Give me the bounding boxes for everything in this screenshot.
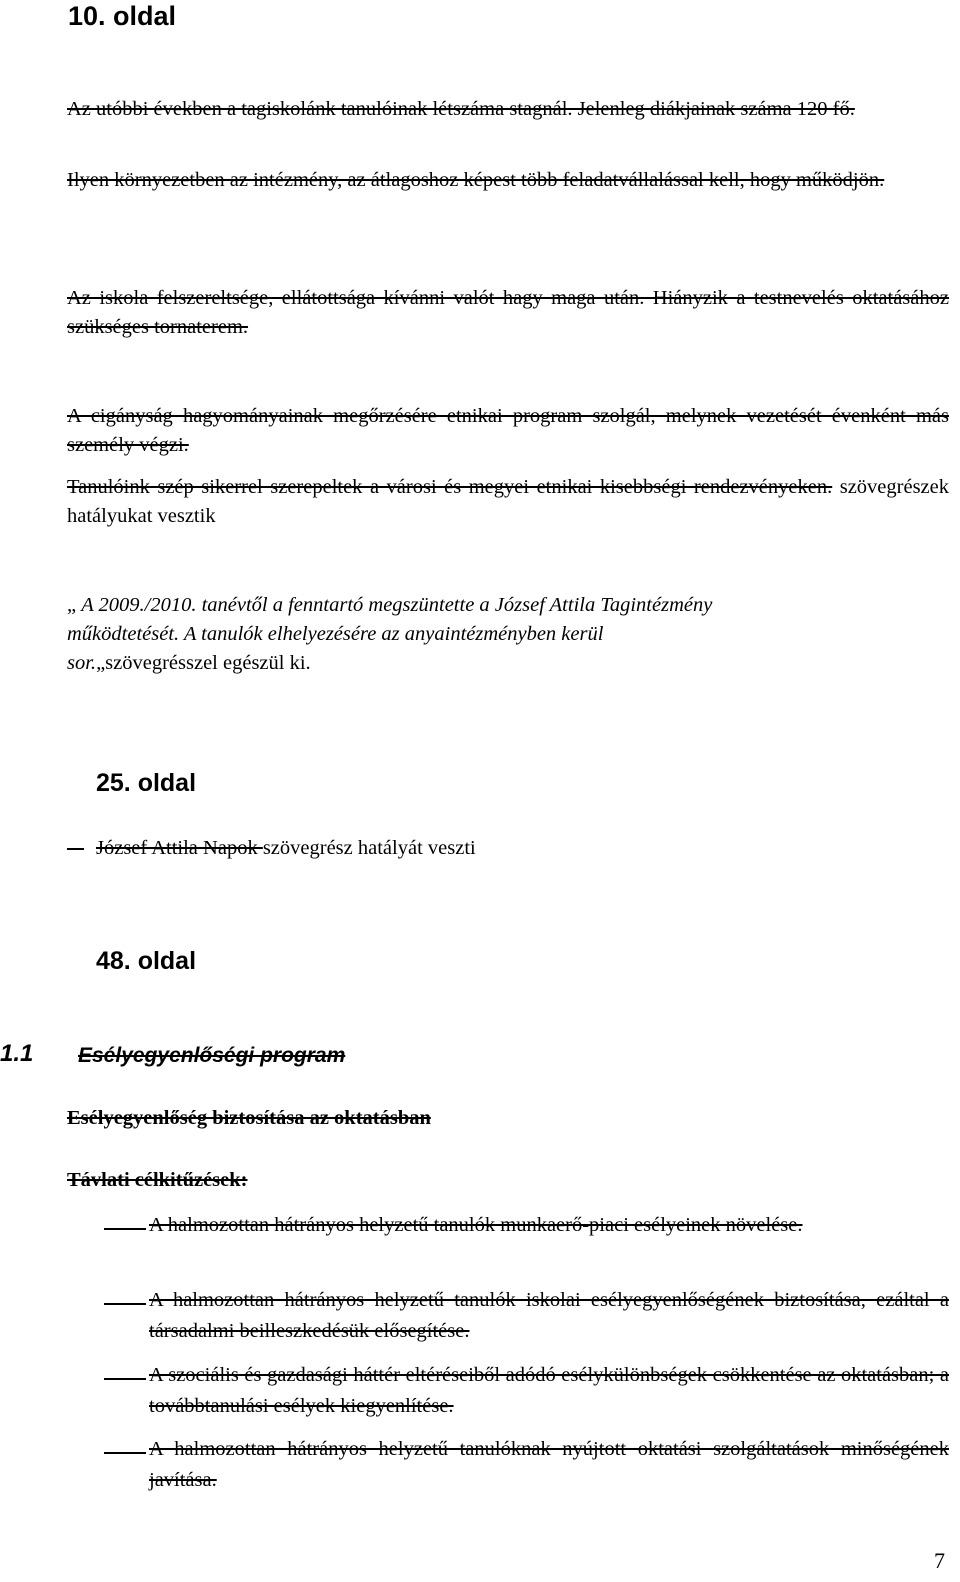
quoted-amendment: [67, 591, 949, 678]
paragraph-enrollment: Az utóbbi években a tagiskolánk tanulóinak létszáma stagnál. Jelenleg diákjainak száma 120 fő.: [67, 98, 855, 120]
heading-page-10: 10. oldal: [68, 1, 177, 31]
struck-text: József Attila Napok: [96, 837, 263, 859]
quote-line-1: [67, 591, 949, 620]
quote-open-mark: „: [67, 594, 77, 616]
paragraph-environment: Ilyen környezetben az intézmény, az átlagoshoz képest több feladatvállalással kell, hogy működjön.: [67, 169, 885, 191]
quote-line-3: [67, 649, 949, 678]
dash-icon: [104, 1452, 146, 1454]
goal-item-1: A halmozottan hátrányos helyzetű tanulók munkaerő-piaci esélyeinek növelése.: [149, 1214, 803, 1236]
quote-text-3: sor.: [67, 652, 97, 674]
section-number: 1.1: [0, 1040, 34, 1067]
dash-icon: [67, 848, 84, 850]
heading-page-48: 48. oldal: [96, 947, 197, 975]
goal-item-4: A halmozottan hátrányos helyzetű tanulóknak nyújtott oktatási szolgáltatások minőségének javítása.: [149, 1438, 949, 1491]
page-number: 7: [934, 1548, 945, 1573]
quote-close-mark: „: [96, 652, 106, 674]
amendment-note: szövegrészek hatályukat vesztik: [67, 476, 950, 527]
dash-icon: [104, 1228, 146, 1230]
paragraph-ethnic-program: A cigányság hagyományainak megőrzésére etnikai program szolgál, melynek vezetését évenként más személy végzi.: [67, 405, 949, 456]
page25-item: [96, 834, 476, 863]
amendment-note: szövegrész hatályát veszti: [262, 837, 476, 859]
quote-text-1: A 2009./2010. tanévtől a fenntartó megszüntette a József Attila Tagintézmény: [81, 594, 713, 616]
quote-line-2: működtetését. A tanulók elhelyezésére az anyaintézményben kerül: [67, 623, 604, 645]
goal-item-2: A halmozottan hátrányos helyzetű tanulók iskolai esélyegyenlőségének biztosítása, ezáltal a társadalmi beilleszkedésük elősegítése.: [149, 1289, 949, 1342]
struck-text: Tanulóink szép sikerrel szerepeltek a városi és megyei etnikai kisebbségi rendezvényeken.: [67, 476, 833, 498]
heading-page-25: 25. oldal: [96, 769, 197, 797]
goals-heading: Távlati célkitűzések:: [67, 1169, 248, 1191]
subheading-equal-opportunity: Esélyegyenlőség biztosítása az oktatásban: [67, 1107, 431, 1129]
paragraph-equipment: Az iskola felszereltsége, ellátottsága kívánni valót hagy maga után. Hiányzik a testnevelés oktatásához szükséges tornaterem.: [67, 287, 949, 338]
quote-note: szövegrésszel egészül ki.: [105, 652, 311, 674]
paragraph-students-success: [67, 473, 949, 531]
dash-icon: [104, 1378, 146, 1380]
goal-item-3: A szociális és gazdasági háttér eltéréseiből adódó esélykülönbségek csökkentése az oktatásban; a továbbtanulási esélyek kiegyenlítése.: [149, 1364, 949, 1417]
section-title: Esélyegyenlőségi program: [78, 1044, 346, 1067]
dash-icon: [104, 1303, 146, 1305]
